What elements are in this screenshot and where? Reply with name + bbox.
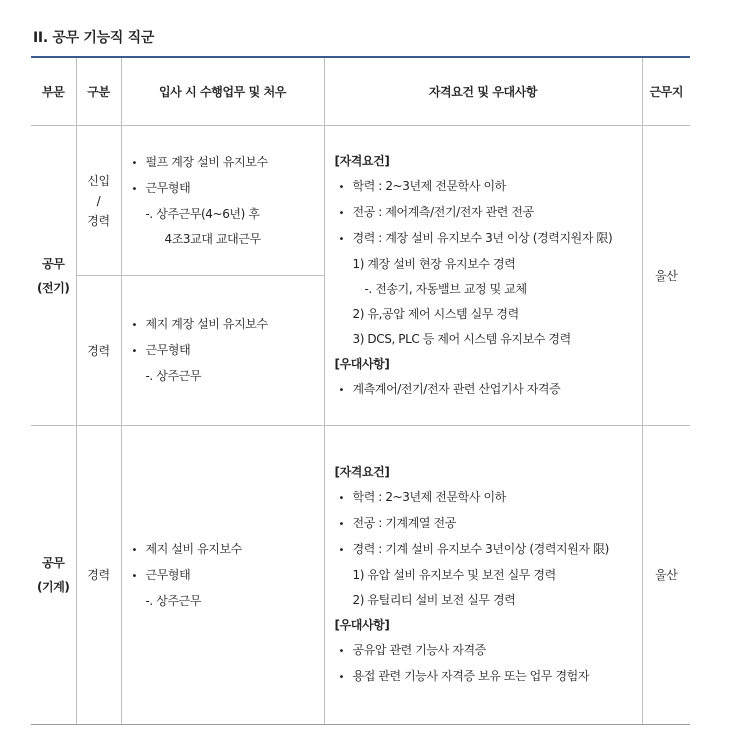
duty-sub-text: 4조3교대 교대근무 [164, 231, 261, 246]
list-item [335, 377, 642, 403]
list-item [335, 537, 642, 563]
requirement-text: 학력 : 2~3년제 전문학사 이하 [352, 178, 506, 193]
duty-text: 근무형태 [145, 567, 191, 582]
duty-sub-text: -. 상주근무 [145, 593, 202, 608]
duty-text: 제지 계장 설비 유지보수 [145, 317, 268, 331]
requirement-text: 전공 : 제어계측/전기/전자 관련 전공 [352, 204, 534, 219]
header-row [31, 57, 690, 126]
requirements-header: [자격요건] [334, 153, 390, 168]
category-mechanical: 경력 [76, 426, 121, 725]
category-separator: / [96, 193, 101, 208]
division-label: 공무 [42, 256, 65, 271]
bullet-icon: • [131, 320, 137, 331]
bullet-icon: • [338, 384, 344, 396]
list-item [132, 150, 324, 176]
list-item [132, 312, 324, 338]
requirements-mechanical [324, 426, 642, 725]
list-item [335, 226, 642, 252]
bullet-icon: • [338, 493, 344, 504]
category-label: 신입 [87, 173, 110, 188]
duties-new-hire [121, 126, 324, 276]
requirement-text: 경력 : 계장 설비 유지보수 3년 이상 (경력지원자 限) [352, 230, 613, 245]
bullet-icon: • [131, 183, 137, 195]
duty-text: 근무형태 [145, 343, 191, 357]
division-electric [31, 126, 76, 426]
bullet-icon: • [131, 544, 137, 556]
category-experienced: 경력 [76, 276, 121, 426]
requirements-header: [자격요건] [334, 465, 390, 479]
duty-text: 제지 설비 유지보수 [145, 541, 242, 556]
list-item [132, 227, 324, 252]
bullet-icon: • [131, 570, 137, 582]
bullet-icon: • [338, 207, 344, 219]
preference-text: 용접 관련 기능사 자격증 보유 또는 업무 경험자 [352, 669, 590, 683]
table-row [31, 426, 690, 725]
division-sublabel: (전기) [36, 280, 70, 295]
list-item [132, 364, 324, 389]
list-item: 3) DCS, PLC 등 제어 시스템 유지보수 경력 [352, 331, 571, 346]
location-electric: 울산 [642, 126, 690, 426]
header-location: 근무지 [642, 57, 690, 126]
list-item: 2) 유,공압 제어 시스템 실무 경력 [352, 306, 519, 321]
list-item [132, 176, 324, 202]
header-duties: 입사 시 수행업무 및 처우 [121, 57, 324, 126]
bullet-icon: • [338, 646, 344, 657]
bullet-icon: • [338, 233, 344, 245]
list-item [132, 537, 324, 563]
table-row [31, 126, 690, 276]
category-new-hire [76, 126, 121, 276]
location-mechanical: 울산 [642, 426, 690, 725]
duty-sub-text: -. 상주근무(4~6년) 후 [145, 206, 260, 221]
requirement-text: 학력 : 2~3년제 전문학사 이하 [352, 490, 506, 504]
list-item [335, 174, 642, 200]
list-item: -. 전송기, 자동밸브 교정 및 교체 [364, 281, 527, 296]
list-item [132, 563, 324, 589]
bullet-icon: • [338, 672, 344, 683]
list-item [132, 589, 324, 614]
bullet-icon: • [338, 181, 344, 193]
duties-experienced [121, 276, 324, 426]
list-item [132, 338, 324, 364]
preference-text: 계측계어/전기/전자 관련 산업기사 자격증 [352, 381, 561, 396]
list-item: 2) 유틸리티 설비 보전 실무 경력 [352, 593, 516, 607]
bullet-icon: • [338, 519, 344, 530]
bullet-icon: • [338, 545, 344, 556]
duty-text: 펄프 계장 설비 유지보수 [145, 154, 268, 169]
requirement-text: 전공 : 기계계열 전공 [352, 516, 456, 530]
job-table [31, 56, 690, 725]
bullet-icon: • [131, 157, 137, 169]
list-item [335, 511, 642, 537]
division-sublabel: (기계) [36, 580, 70, 594]
preferences-header: [우대사항] [334, 618, 390, 632]
duties-mechanical [121, 426, 324, 725]
section-title: II. 공무 기능직 직군 [33, 30, 155, 46]
bullet-icon: • [131, 346, 137, 357]
list-item [335, 200, 642, 226]
requirement-text: 경력 : 기계 설비 유지보수 3년이상 (경력지원자 限) [352, 542, 609, 556]
list-item [335, 485, 642, 511]
header-qualifications: 자격요건 및 우대사항 [324, 57, 642, 126]
list-item: 1) 유압 설비 유지보수 및 보전 실무 경력 [352, 568, 556, 582]
preference-text: 공유압 관련 기능사 자격증 [352, 643, 486, 657]
category-label: 경력 [87, 213, 110, 228]
list-item [132, 202, 324, 227]
duty-text: 근무형태 [145, 180, 191, 195]
requirements-electric [324, 126, 642, 426]
list-item: 1) 계장 설비 현장 유지보수 경력 [352, 256, 516, 271]
list-item [335, 638, 642, 664]
preferences-header: [우대사항] [334, 356, 390, 371]
division-label: 공무 [42, 556, 65, 570]
header-division: 부문 [31, 57, 76, 126]
header-category: 구분 [76, 57, 121, 126]
division-mechanical [31, 426, 76, 725]
duty-sub-text: -. 상주근무 [145, 369, 202, 383]
list-item [335, 664, 642, 690]
